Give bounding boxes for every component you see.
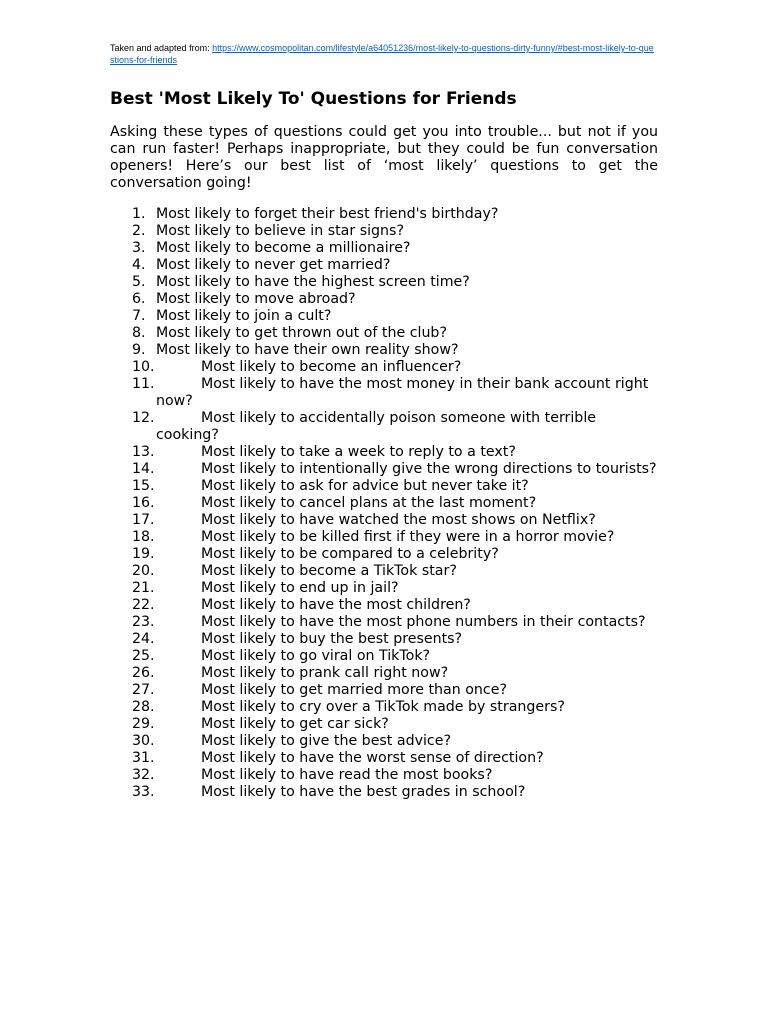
list-item: [110, 478, 658, 495]
list-item-text: Most likely to ask for advice but never take it?: [201, 478, 529, 494]
list-item-number: 15.: [132, 478, 155, 494]
list-item-number: 28.: [132, 699, 155, 715]
list-item-text: Most likely to get thrown out of the club?: [156, 325, 447, 341]
list-item: [110, 631, 658, 648]
list-item: [110, 529, 658, 546]
intro-paragraph: Asking these types of questions could get you into trouble... but not if you can run faster! Perhaps inappropriate, but they could be fun conversation openers! Here’s our best list of ‘most likely’ questions to get the conversation going!: [110, 124, 658, 191]
list-item-text: Most likely to have the best grades in school?: [201, 784, 526, 800]
list-item-number: 22.: [132, 597, 155, 613]
list-item-number: 8.: [132, 325, 146, 341]
list-item: [110, 274, 658, 291]
list-item-text: Most likely to move abroad?: [156, 291, 356, 307]
list-item-text: Most likely to intentionally give the wrong directions to tourists?: [201, 461, 657, 477]
list-item-number: 3.: [132, 240, 146, 256]
list-item: [110, 699, 658, 716]
list-item-text: Most likely to prank call right now?: [201, 665, 449, 681]
list-item-number: 19.: [132, 546, 155, 562]
list-item: [110, 597, 658, 614]
list-item-number: 18.: [132, 529, 155, 545]
list-item-text: Most likely to have their own reality show?: [156, 342, 459, 358]
list-item-number: 1.: [132, 206, 146, 222]
list-item: [110, 767, 658, 784]
list-item-number: 32.: [132, 767, 155, 783]
list-item: [110, 614, 658, 631]
list-item: [110, 325, 658, 342]
list-item: [110, 342, 658, 359]
list-item-number: 30.: [132, 733, 155, 749]
list-item-text: Most likely to have watched the most shows on Netflix?: [201, 512, 596, 528]
list-item-text: Most likely to never get married?: [156, 257, 391, 273]
list-item-text: Most likely to have the most children?: [201, 597, 471, 613]
list-item: [110, 461, 658, 478]
list-item-text: Most likely to give the best advice?: [201, 733, 451, 749]
list-item-text: Most likely to have the most money in their bank account right now?: [156, 376, 649, 409]
list-item: [110, 546, 658, 563]
list-item: [110, 444, 658, 461]
source-note: [110, 42, 658, 66]
list-item-number: 5.: [132, 274, 146, 290]
list-item: [110, 665, 658, 682]
list-item-text: Most likely to end up in jail?: [201, 580, 399, 596]
list-item-text: Most likely to become a millionaire?: [156, 240, 411, 256]
list-item-number: 26.: [132, 665, 155, 681]
list-item-text: Most likely to join a cult?: [156, 308, 332, 324]
list-item-number: 6.: [132, 291, 146, 307]
list-item-number: 4.: [132, 257, 146, 273]
list-item-text: Most likely to forget their best friend's birthday?: [156, 206, 499, 222]
list-item-number: 33.: [132, 784, 155, 800]
list-item: [110, 359, 658, 376]
list-item-text: Most likely to buy the best presents?: [201, 631, 463, 647]
list-item-number: 20.: [132, 563, 155, 579]
list-item-number: 7.: [132, 308, 146, 324]
list-item-text: Most likely to cancel plans at the last moment?: [201, 495, 537, 511]
list-item: [110, 410, 658, 444]
list-item-number: 25.: [132, 648, 155, 664]
list-item-number: 29.: [132, 716, 155, 732]
list-item-text: Most likely to become a TikTok star?: [201, 563, 457, 579]
questions-list: [110, 206, 658, 801]
document-page: [110, 42, 658, 801]
list-item-number: 27.: [132, 682, 155, 698]
list-item-number: 14.: [132, 461, 155, 477]
list-item: [110, 240, 658, 257]
list-item-number: 13.: [132, 444, 155, 460]
list-item: [110, 223, 658, 240]
list-item-text: Most likely to believe in star signs?: [156, 223, 404, 239]
list-item: [110, 291, 658, 308]
list-item: [110, 512, 658, 529]
list-item: [110, 206, 658, 223]
list-item-number: 10.: [132, 359, 155, 375]
list-item-text: Most likely to be killed first if they were in a horror movie?: [201, 529, 615, 545]
list-item-number: 12.: [132, 410, 155, 426]
list-item-text: Most likely to get car sick?: [201, 716, 389, 732]
list-item: [110, 308, 658, 325]
list-item-number: 21.: [132, 580, 155, 596]
list-item-number: 2.: [132, 223, 146, 239]
list-item-text: Most likely to cry over a TikTok made by strangers?: [201, 699, 565, 715]
list-item: [110, 257, 658, 274]
list-item-text: Most likely to get married more than once?: [201, 682, 507, 698]
list-item-number: 24.: [132, 631, 155, 647]
list-item-text: Most likely to be compared to a celebrity?: [201, 546, 499, 562]
list-item: [110, 750, 658, 767]
source-prefix: Taken and adapted from:: [110, 43, 213, 53]
list-item: [110, 580, 658, 597]
list-item-number: 31.: [132, 750, 155, 766]
list-item-number: 17.: [132, 512, 155, 528]
list-item-text: Most likely to become an influencer?: [201, 359, 462, 375]
list-item-text: Most likely to have the most phone numbers in their contacts?: [201, 614, 646, 630]
list-item-text: Most likely to take a week to reply to a text?: [201, 444, 516, 460]
list-item-number: 11.: [132, 376, 155, 392]
list-item: [110, 784, 658, 801]
list-item: [110, 563, 658, 580]
list-item: [110, 376, 658, 410]
list-item-number: 16.: [132, 495, 155, 511]
list-item: [110, 682, 658, 699]
list-item-text: Most likely to go viral on TikTok?: [201, 648, 431, 664]
page-title: Best 'Most Likely To' Questions for Friends: [110, 89, 517, 109]
list-item-text: Most likely to have the worst sense of direction?: [201, 750, 544, 766]
list-item-text: Most likely to accidentally poison someone with terrible cooking?: [156, 410, 596, 443]
list-item: [110, 495, 658, 512]
list-item: [110, 733, 658, 750]
list-item-text: Most likely to have read the most books?: [201, 767, 493, 783]
list-item-number: 23.: [132, 614, 155, 630]
list-item-text: Most likely to have the highest screen time?: [156, 274, 470, 290]
list-item: [110, 716, 658, 733]
list-item-number: 9.: [132, 342, 146, 358]
source-link[interactable]: https://www.cosmopolitan.com/lifestyle/a64051236/most-likely-to-questions-dirty-funny/#best-most-likely-to-questions-for-friends: [110, 43, 654, 65]
list-item: [110, 648, 658, 665]
